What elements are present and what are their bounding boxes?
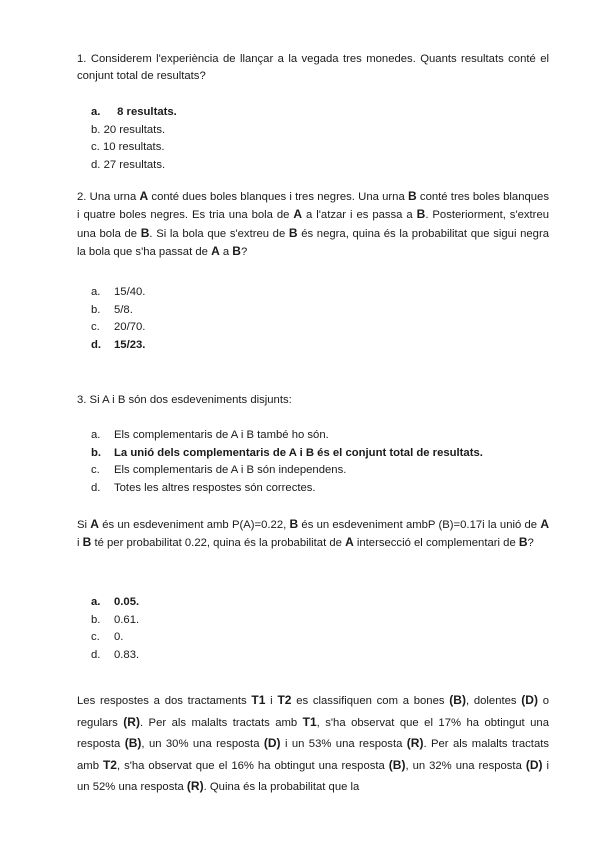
answer-option: b. La unió dels complementaris de A i B és el conjunt total de resultats. [91,446,483,459]
answer-option: c. Els complementaris de A i B són independens. [91,464,347,477]
answer-option: c. 10 resultats. [91,141,165,154]
question-1-text: 1. Considerem l'experiència de llançar a la vegada tres monedes. Quants resultats conté el conjunt total de resultats? [77,53,549,83]
answer-option: d. Totes les altres respostes són correctes. [91,481,316,494]
question-1-options [91,104,177,174]
question-2-options [91,284,145,354]
question-4-text: Si A és un esdeveniment amb P(A)=0.22, B és un esdeveniment ambP (B)=0.17i la unió de A i B té per probabilitat 0.22, quina és la probabilitat de A intersecció el complementari de B? [77,517,549,550]
answer-option: c. 20/70. [91,321,146,334]
answer-option: a. Els complementaris de A i B també ho són. [91,429,329,441]
answer-option: b. 0.61. [91,613,140,626]
question-4-options [91,594,139,664]
answer-option: a. 8 resultats. [91,106,177,118]
answer-option: b. 5/8. [91,303,133,316]
answer-option: b. 20 resultats. [91,123,166,136]
answer-option: a. 15/40. [91,286,146,298]
answer-option: d. 0.83. [91,648,140,661]
answer-option: a. 0.05. [91,596,140,608]
question-5-text: Les respostes a dos tractaments T1 i T2 es classifiquen com a bones (B), dolentes (D) o regulars (R). Per als malalts tractats amb T1, s'ha observat que el 17% ha obtingut una resposta (B), un 30% una resposta (D) i un 53% una resposta (R). Per als malalts tractats amb T2, s'ha observat que el 16% ha obtingut una resposta (B), un 32% una resposta (D) i un 52% una resposta (R). Quina és la probabilitat que la [77,693,550,794]
answer-option: d. 27 resultats. [91,158,166,171]
question-3-options [91,427,483,497]
answer-option: c. 0. [91,631,124,644]
question-2-text: 2. Una urna A conté dues boles blanques i tres negres. Una urna B conté tres boles blanques i quatre boles negres. Es tria una bola de A a l'atzar i es passa a B. Posteriorment, s'extreu una bola de B. Si la bola que s'extreu de B és negra, quina és la probabilitat que sigui negra la bola que s'ha passat de A a B? [77,189,550,259]
answer-option: d. 15/23. [91,338,146,351]
question-3-text: 3. Si A i B són dos esdeveniments disjunts: [77,394,292,406]
